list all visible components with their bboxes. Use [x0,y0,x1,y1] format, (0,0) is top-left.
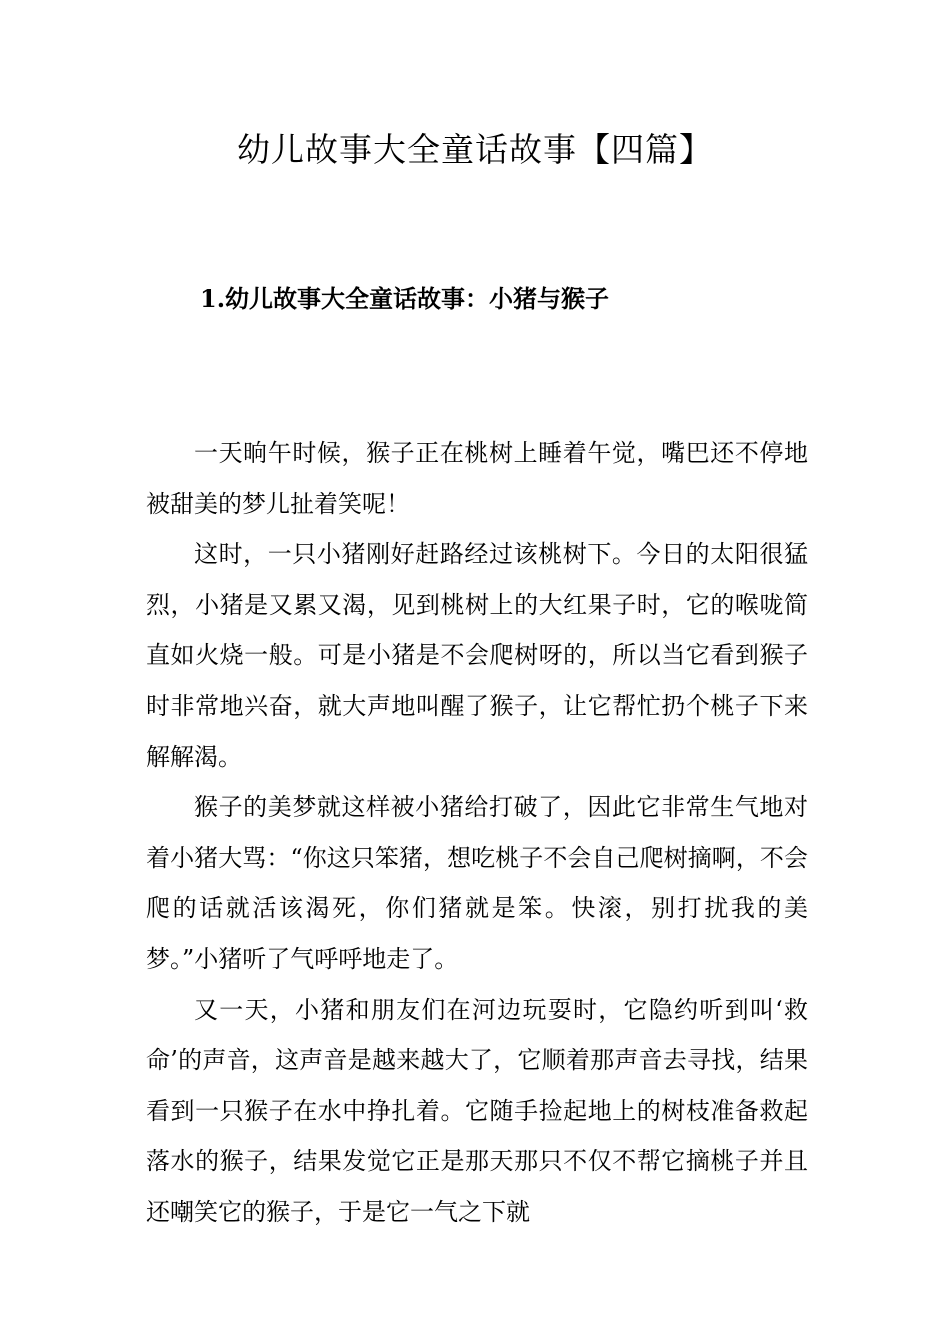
section-heading: 1.幼儿故事大全童话故事：小猪与猴子 [200,284,610,313]
page-title: 幼儿故事大全童话故事【四篇】 [237,130,713,169]
story-body [146,428,808,1238]
paragraph-4: 又一天，小猪和朋友们在河边玩耍时，它隐约听到叫‘救命’的声音，这声音是越来越大了，它顺着那声音去寻找，结果看到一只猴子在水中挣扎着。它随手捡起地上的树枝准备救起落水的猴子，结果发觉它正是那天那只不仅不帮它摘桃子并且还嘲笑它的猴子，于是它一气之下就 [146,995,808,1226]
paragraph-2: 这时，一只小猪刚好赶路经过该桃树下。今日的太阳很猛烈，小猪是又累又渴，见到桃树上的大红果子时，它的喉咙简直如火烧一般。可是小猪是不会爬树呀的，所以当它看到猴子时非常地兴奋，就大声地叫醒了猴子，让它帮忙扔个桃子下来解解渴。 [146,540,808,771]
paragraph-3: 猴子的美梦就这样被小猪给打破了，因此它非常生气地对着小猪大骂：“你这只笨猪，想吃桃子不会自己爬树摘啊，不会爬的话就活该渴死，你们猪就是笨。快滚，别打扰我的美梦。”小猪听了气呼呼地走了。 [146,793,808,973]
paragraph-1: 一天晌午时候，猴子正在桃树上睡着午觉，嘴巴还不停地被甜美的梦儿扯着笑呢！ [146,439,808,518]
